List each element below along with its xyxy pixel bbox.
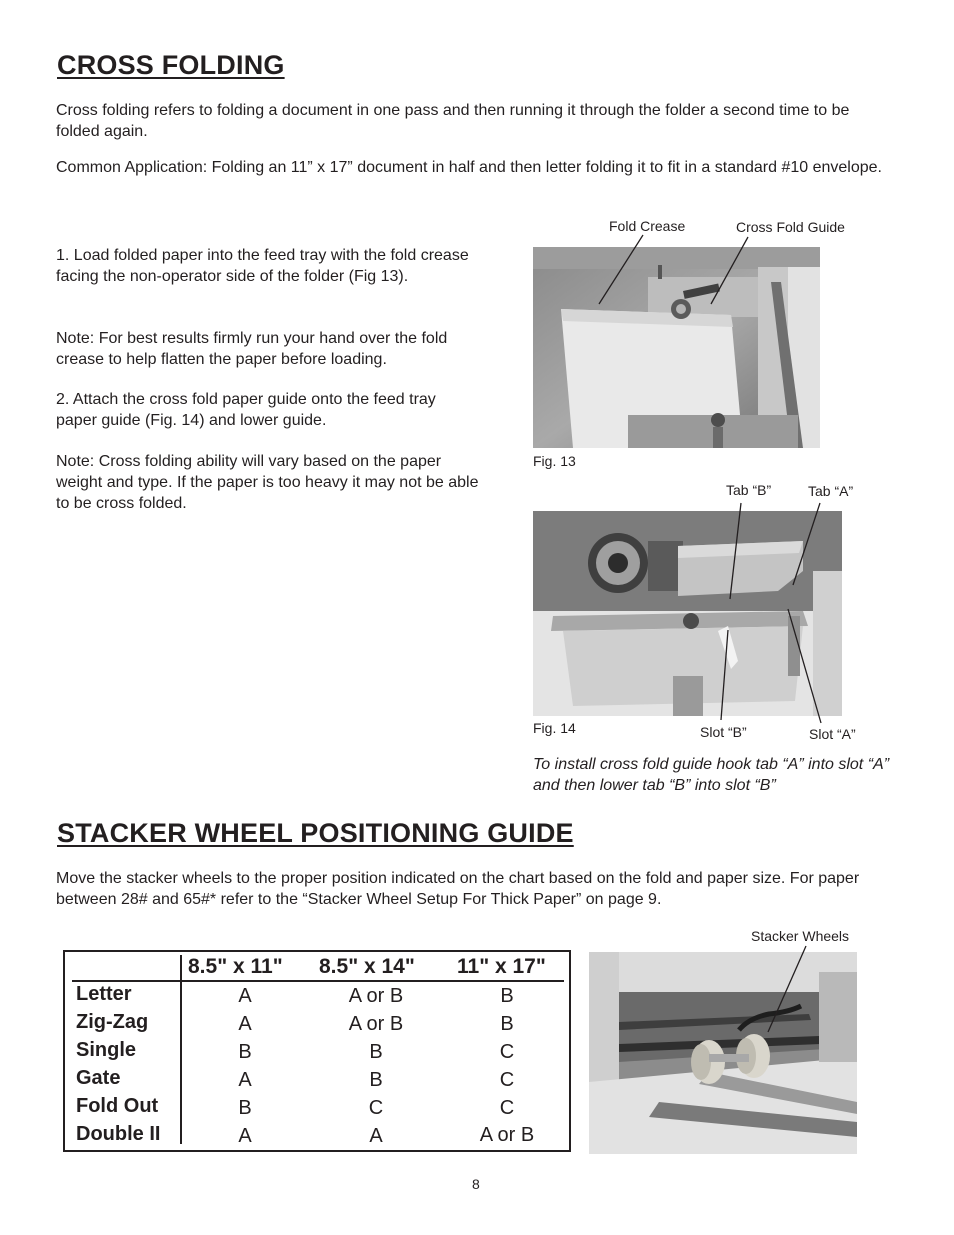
- fig14-caption: Fig. 14: [533, 720, 576, 736]
- stacker-intro: Move the stacker wheels to the proper position indicated on the chart based on the fold and paper size. For paper between 28# and 65#* refer to the “Stacker Wheel Setup For Thick Paper” on page 9.: [56, 870, 860, 908]
- cell-single-8-5x14: B: [369, 1041, 383, 1063]
- stacker-title: STACKER WHEEL POSITIONING GUIDE: [57, 818, 574, 848]
- cell-single-8-5x11: B: [238, 1041, 252, 1063]
- callout-slot-a: Slot “A”: [809, 726, 856, 742]
- cell-zig-zag-11x17: B: [500, 1013, 514, 1035]
- fig13-leader-lines: [533, 218, 833, 318]
- cell-zig-zag-8-5x14: A or B: [348, 1013, 404, 1035]
- callout-slot-b: Slot “B”: [700, 724, 747, 740]
- row-label-fold-out: Fold Out: [76, 1095, 159, 1117]
- cell-double-ii-8-5x14: A: [369, 1125, 383, 1147]
- step-1: 1. Load folded paper into the feed tray with the fold crease facing the non-operator side of the folder (Fig 13).: [56, 247, 469, 285]
- callout-cross-fold-guide: Cross Fold Guide: [736, 219, 845, 235]
- note-2: Note: Cross folding ability will vary based on the paper weight and type. If the paper is too heavy it may not be able to be cross folded.: [56, 453, 479, 512]
- col-header-8-5x11: 8.5" x 11": [188, 955, 283, 978]
- cell-gate-8-5x14: B: [369, 1069, 383, 1091]
- cell-fold-out-11x17: C: [499, 1097, 515, 1119]
- row-label-single: Single: [76, 1039, 137, 1061]
- cell-double-ii-11x17: A or B: [479, 1124, 535, 1146]
- page-number: 8: [472, 1176, 480, 1192]
- callout-tab-a: Tab “A”: [808, 483, 854, 499]
- row-label-gate: Gate: [76, 1067, 121, 1089]
- chart-vertical-divider: [180, 955, 182, 1144]
- callout-stacker-wheels: Stacker Wheels: [751, 928, 850, 944]
- cell-letter-8-5x11: A: [238, 985, 252, 1007]
- row-label-double-ii: Double II: [76, 1123, 161, 1145]
- cell-fold-out-8-5x14: C: [368, 1097, 384, 1119]
- fig14-leader-lines: [533, 495, 843, 735]
- cell-letter-11x17: B: [500, 985, 514, 1007]
- cross-folding-title: CROSS FOLDING: [57, 50, 285, 80]
- cell-gate-8-5x11: A: [238, 1069, 252, 1091]
- step-2: 2. Attach the cross fold paper guide onto the feed tray paper guide (Fig. 14) and lower guide.: [56, 391, 436, 429]
- col-header-8-5x14: 8.5" x 14": [319, 955, 415, 978]
- fig14-instruction: To install cross fold guide hook tab “A” into slot “A” and then lower tab “B” into slot “B”: [533, 756, 890, 794]
- callout-tab-b: Tab “B”: [726, 482, 772, 498]
- callout-fold-crease: Fold Crease: [609, 218, 686, 234]
- cell-letter-8-5x14: A or B: [348, 985, 404, 1007]
- row-label-letter: Letter: [76, 983, 132, 1005]
- common-application: Common Application: Folding an 11” x 17” document in half and then letter folding it to fit in a standard #10 envelope.: [56, 159, 882, 176]
- cell-single-11x17: C: [499, 1041, 515, 1063]
- cell-fold-out-8-5x11: B: [238, 1097, 252, 1119]
- fig13-caption: Fig. 13: [533, 453, 576, 469]
- cell-double-ii-8-5x11: A: [238, 1125, 252, 1147]
- row-label-zig-zag: Zig-Zag: [76, 1011, 149, 1033]
- cell-gate-11x17: C: [499, 1069, 515, 1091]
- chart-header-divider: [72, 980, 564, 982]
- note-1: Note: For best results firmly run your hand over the fold crease to help flatten the paper before loading.: [56, 330, 448, 368]
- cross-folding-intro: Cross folding refers to folding a document in one pass and then running it through the folder a second time to be folded again.: [56, 102, 850, 140]
- cell-zig-zag-8-5x11: A: [238, 1013, 252, 1035]
- col-header-11x17: 11" x 17": [457, 955, 546, 978]
- stacker-leader-line: [760, 940, 820, 1040]
